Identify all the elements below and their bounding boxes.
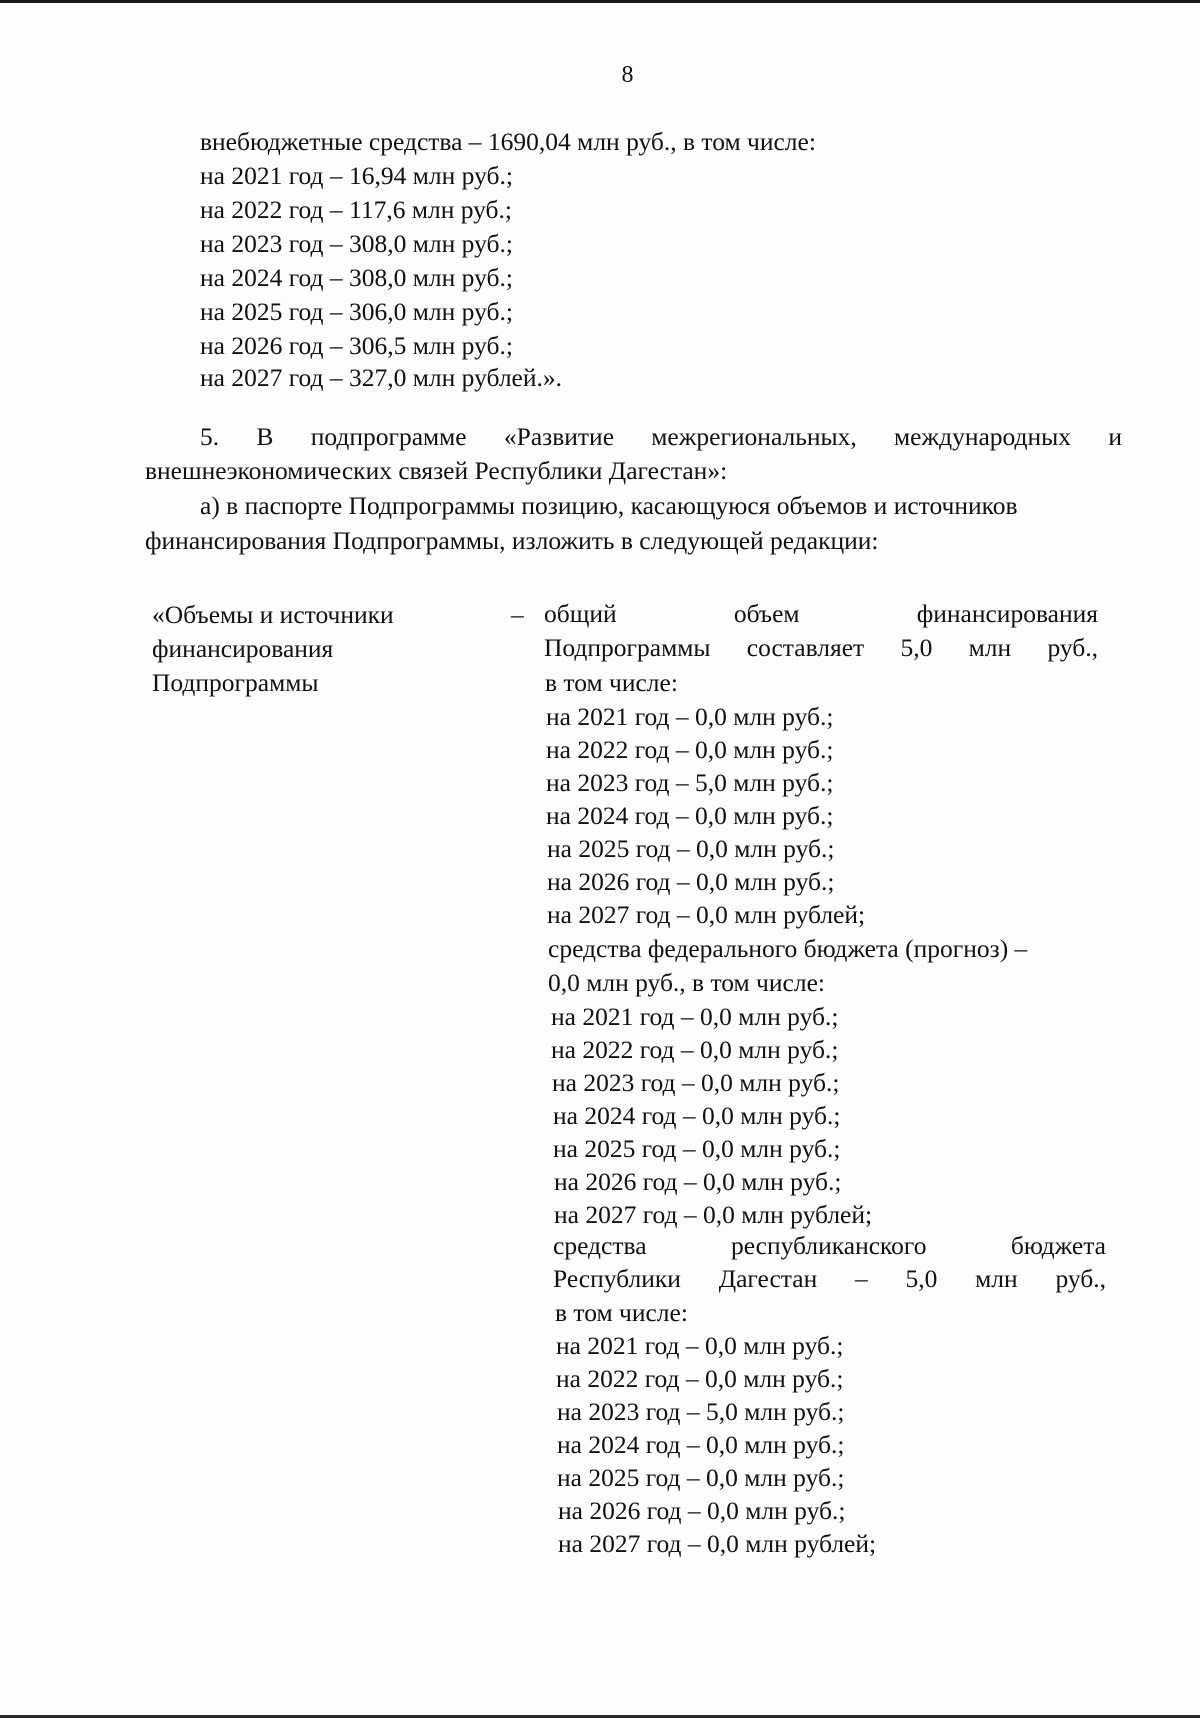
word: бюджета <box>1010 1231 1106 1260</box>
republic-year-line: на 2022 год – 0,0 млн руб.; <box>556 1364 844 1393</box>
republic-line2 <box>553 1263 1106 1295</box>
extrabudget-year-line: на 2026 год – 306,5 млн руб.; <box>200 331 513 360</box>
extrabudget-year-line: на 2024 год – 308,0 млн руб.; <box>200 263 513 292</box>
word: подпрограмме <box>310 422 467 451</box>
section5-line4: финансирования Подпрограммы, изложить в следующей редакции: <box>145 526 879 555</box>
republic-line1 <box>553 1230 1106 1262</box>
word: финансирования <box>916 599 1098 628</box>
scan-top-edge <box>0 0 1200 3</box>
table-left-label-line: Подпрограммы <box>152 668 319 697</box>
word: международных <box>894 422 1072 451</box>
word: республиканского <box>730 1231 927 1260</box>
table-left-label-line: «Объемы и источники <box>152 600 394 629</box>
word: средства <box>553 1231 647 1260</box>
federal-year-line: на 2025 год – 0,0 млн руб.; <box>553 1134 841 1163</box>
section5-line3: а) в паспорте Подпрограммы позицию, касающуюся объемов и источников <box>200 491 1018 520</box>
total-year-line: на 2022 год – 0,0 млн руб.; <box>546 735 834 764</box>
total-year-line: на 2027 год – 0,0 млн рублей; <box>547 900 866 929</box>
word: составляет <box>746 633 865 662</box>
table-left-label-line: финансирования <box>152 634 334 663</box>
republic-year-line: на 2026 год – 0,0 млн руб.; <box>558 1496 846 1525</box>
total-year-line: на 2021 год – 0,0 млн руб.; <box>546 702 834 731</box>
word: руб., <box>1047 633 1098 662</box>
word: млн <box>968 633 1012 662</box>
total-year-line: на 2026 год – 0,0 млн руб.; <box>547 867 835 896</box>
word: Дагестан <box>718 1264 818 1293</box>
total-year-line: на 2025 год – 0,0 млн руб.; <box>547 834 835 863</box>
republic-line3: в том числе: <box>555 1298 688 1327</box>
total-year-line: на 2023 год – 5,0 млн руб.; <box>546 768 834 797</box>
extrabudget-year-line: на 2027 год – 327,0 млн рублей.». <box>200 363 563 392</box>
federal-line1: средства федерального бюджета (прогноз) – <box>548 934 1028 963</box>
republic-year-line: на 2027 год – 0,0 млн рублей; <box>558 1529 877 1558</box>
word: – <box>855 1264 868 1293</box>
word: Республики <box>553 1264 681 1293</box>
total-line1 <box>544 598 1098 630</box>
extrabudget-year-line: на 2023 год – 308,0 млн руб.; <box>200 229 513 258</box>
word: 5. <box>200 422 220 451</box>
word: Подпрограммы <box>544 633 711 662</box>
extrabudget-year-line: на 2021 год – 16,94 млн руб.; <box>200 161 513 190</box>
word: млн <box>975 1264 1018 1293</box>
word: межрегиональных, <box>651 422 857 451</box>
federal-year-line: на 2021 год – 0,0 млн руб.; <box>551 1002 839 1031</box>
word: «Развитие <box>503 422 615 451</box>
federal-year-line: на 2027 год – 0,0 млн рублей; <box>554 1200 873 1229</box>
extrabudget-year-line: на 2025 год – 306,0 млн руб.; <box>200 297 513 326</box>
federal-year-line: на 2022 год – 0,0 млн руб.; <box>551 1035 839 1064</box>
republic-year-line: на 2021 год – 0,0 млн руб.; <box>556 1331 844 1360</box>
federal-year-line: на 2023 год – 0,0 млн руб.; <box>552 1068 840 1097</box>
extrabudget-year-line: на 2022 год – 117,6 млн руб.; <box>200 195 512 224</box>
republic-year-line: на 2024 год – 0,0 млн руб.; <box>557 1430 845 1459</box>
table-dash: – <box>511 600 524 629</box>
federal-year-line: на 2024 год – 0,0 млн руб.; <box>553 1101 841 1130</box>
word: объем <box>733 599 800 628</box>
total-year-line: на 2024 год – 0,0 млн руб.; <box>546 801 834 830</box>
word: и <box>1108 422 1122 451</box>
word: руб., <box>1055 1264 1106 1293</box>
federal-year-line: на 2026 год – 0,0 млн руб.; <box>554 1167 842 1196</box>
federal-line2: 0,0 млн руб., в том числе: <box>548 968 825 997</box>
word: 5,0 <box>905 1264 938 1293</box>
republic-year-line: на 2025 год – 0,0 млн руб.; <box>557 1463 845 1492</box>
word: общий <box>544 599 617 628</box>
section5-line1 <box>200 421 1122 453</box>
page-number: 8 <box>621 62 634 88</box>
word: В <box>256 422 274 451</box>
word: 5,0 <box>900 633 933 662</box>
extrabudget-total-line: внебюджетные средства – 1690,04 млн руб., в том числе: <box>200 127 816 156</box>
republic-year-line: на 2023 год – 5,0 млн руб.; <box>557 1397 845 1426</box>
section5-line2: внешнеэкономических связей Республики Дагестан»: <box>145 456 728 485</box>
total-line3: в том числе: <box>545 668 678 697</box>
total-line2 <box>544 632 1098 664</box>
